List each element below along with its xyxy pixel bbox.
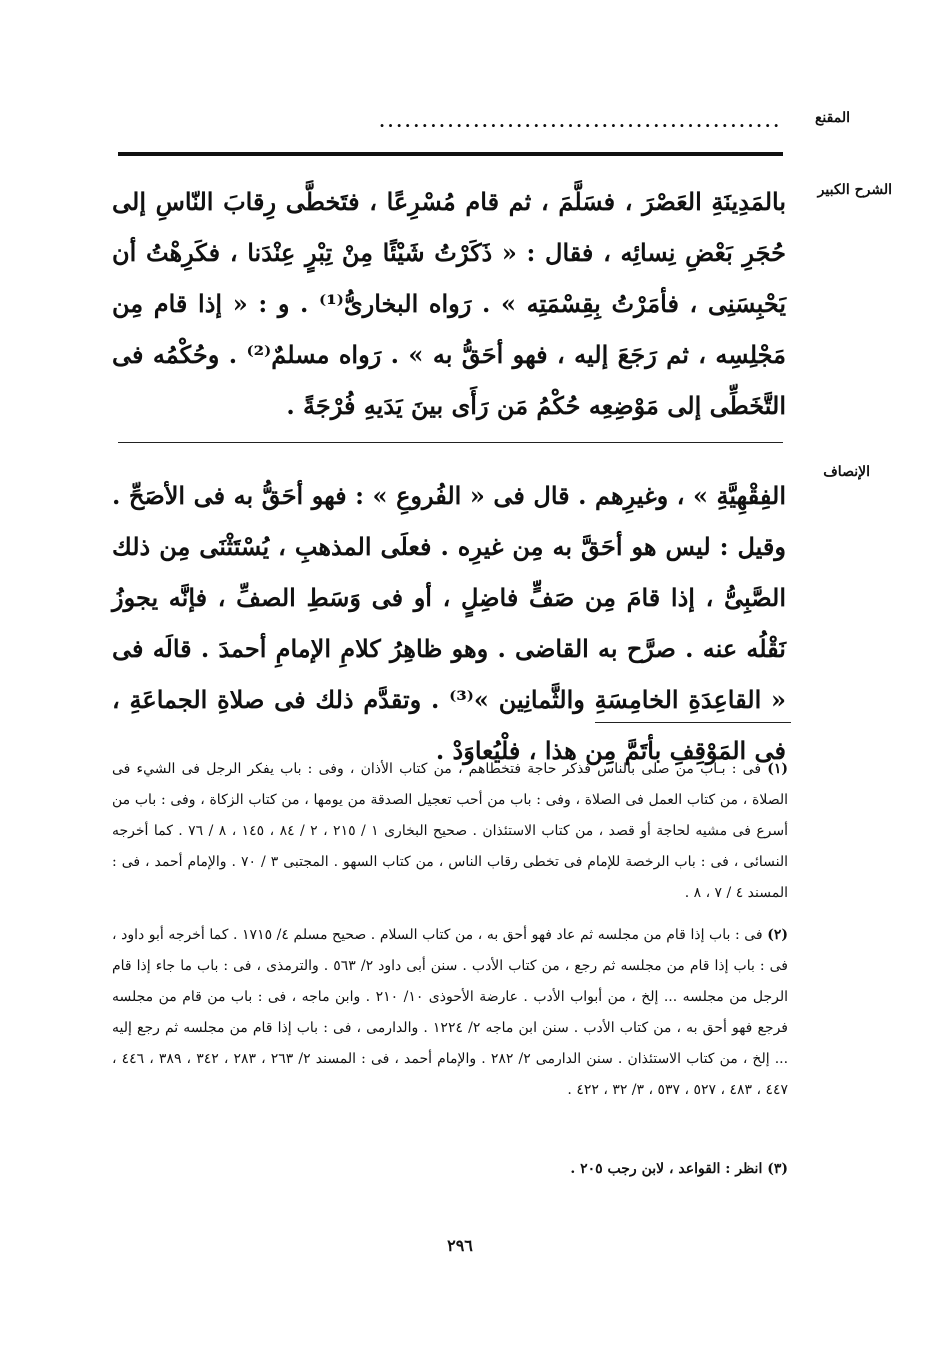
footnote-number: (٢): [767, 927, 788, 943]
footnote-separator: [595, 722, 791, 723]
footnote-text: فى : بـاب من صلى بالناس فذكر حاجة فتخطاهم ، من كتاب الأذان ، وفى : باب يفكر الرجل فى الشيء فى الصلاة ، من كتاب العمل فى الصلاة ، وفى : باب من أحب تعجيل الصدقة من يومها ، من كتاب الزكاة ، وفى : باب من أسرع فى مشيه لحاجة أو قصد ، من كتاب الاستئذان . صحيح البخارى ١ / ٢١٥ ، ٢ / ٨٤ ، ١٤٥ ، ٨ / ٧٦ . كما أخرجه النسائى ، فى : باب الرخصة للإمام فى تخطى رقاب الناس ، من كتاب السهو . المجتبى ٣ / ٧٠ . والإمام أحمد ، فى : المسند ٤ / ٧ ، ٨ .: [112, 761, 789, 901]
footnote-number: (١): [767, 761, 788, 777]
running-header-dots: ...............................................: [379, 112, 782, 131]
section-divider: [118, 442, 783, 443]
running-header-title: المقنع: [814, 110, 850, 126]
insaf-text: الفِقْهِيَّةِ » ، وغيرِهم . قال فى « الفُروعِ » : فهو أحَقُّ به فى الأصَحِّ . وقيل : ليس هو أحَقَّ به مِن غيرِه . فعلَى المذهبِ ، يُسْتَثْنَى مِن ذلك الصَّبِىُّ ، إذا قامَ مِن صَفٍّ فاضِلٍ ، أو فى وَسَطِ الصفِّ ، فإنَّه يجوزُ نَقْلُه عنه . صرَّح به القاضى . وهو ظاهِرُ كلامِ الإمامِ أحمدَ . قالَه فى « القاعِدَةِ الخامِسَةِ والثَّمانِين »⁽³⁾ . وتقدَّم ذلك فى صلاةِ الجماعَةِ ، فى المَوْقِفِ بأتَمَّ مِن هذا ، فلْيُعاوَدْ .: [112, 481, 787, 765]
footnote-1: [112, 754, 788, 909]
footnote-3: [112, 1154, 788, 1185]
footnote-text: انظر : القواعد ، لابن رجب ٢٠٥ .: [570, 1161, 763, 1177]
section-label-sharh: الشرح الكبير: [817, 182, 892, 198]
header-rule: [118, 152, 783, 156]
footnote-2: [112, 920, 788, 1106]
footnote-text: فى : باب إذا قام من مجلسه ثم عاد فهو أحق به ، من كتاب السلام . صحيح مسلم ٤/ ١٧١٥ . كما أخرجه أبو داود ، فى : باب إذا قام من مجلسه ثم رجع ، من كتاب الأدب . سنن أبى داود ٢/ ٥٦٣ . والترمذى ، فى : باب ما جاء إذا قام الرجل من مجلسه ... إلخ ، من أبواب الأدب . عارضة الأحوذى ١٠/ ٢١٠ . وابن ماجه ، فى : باب من قام من مجلسه فرجع فهو أحق به ، من كتاب الأدب . سنن ابن ماجه ٢/ ١٢٢٤ . والدارمى ، فى : باب إذا قام من مجلسه ثم رجع إليه ... إلخ ، من كتاب الاستئذان . سنن الدارمى ٢/ ٢٨٢ . والإمام أحمد ، فى : المسند ٢/ ٢٦٣ ، ٢٨٣ ، ٣٤٢ ، ٣٨٩ ، ٤٤٦ ، ٤٤٧ ، ٤٨٣ ، ٥٢٧ ، ٥٣٧ ، ٣/ ٣٢ ، ٤٢٢ .: [112, 927, 789, 1098]
sharh-text: بالمَدِينَةِ العَصْرَ ، فسَلَّمَ ، ثم قام مُسْرِعًا ، فتَخطَّى رِقابَ النّاسِ إلى حُجَرِ بَعْضِ نِسائِه ، فقال : « ذَكَرْتُ شَيْئًا مِنْ تِبْرٍ عِنْدَنا ، فكَرِهْتُ أن يَحْبِسَنِى ، فأمَرْتُ بِقِسْمَتِه » . رَواه البخارىُّ⁽¹⁾ . و : « إذا قام مِن مَجْلِسِه ، ثم رَجَعَ إليه ، فهو أحَقُّ به » . رَواه مسلمٌ⁽²⁾ . وحُكْمُه فى التَّخَطِّى إلى مَوْضِعِه حُكْمُ مَن رَأَى بينَ يَدَيهِ فُرْجَةً .: [112, 187, 787, 420]
section-label-insaf: الإنصاف: [823, 464, 870, 480]
page-number: ٢٩٦: [447, 1236, 473, 1255]
footnote-number: (٣): [767, 1161, 788, 1177]
